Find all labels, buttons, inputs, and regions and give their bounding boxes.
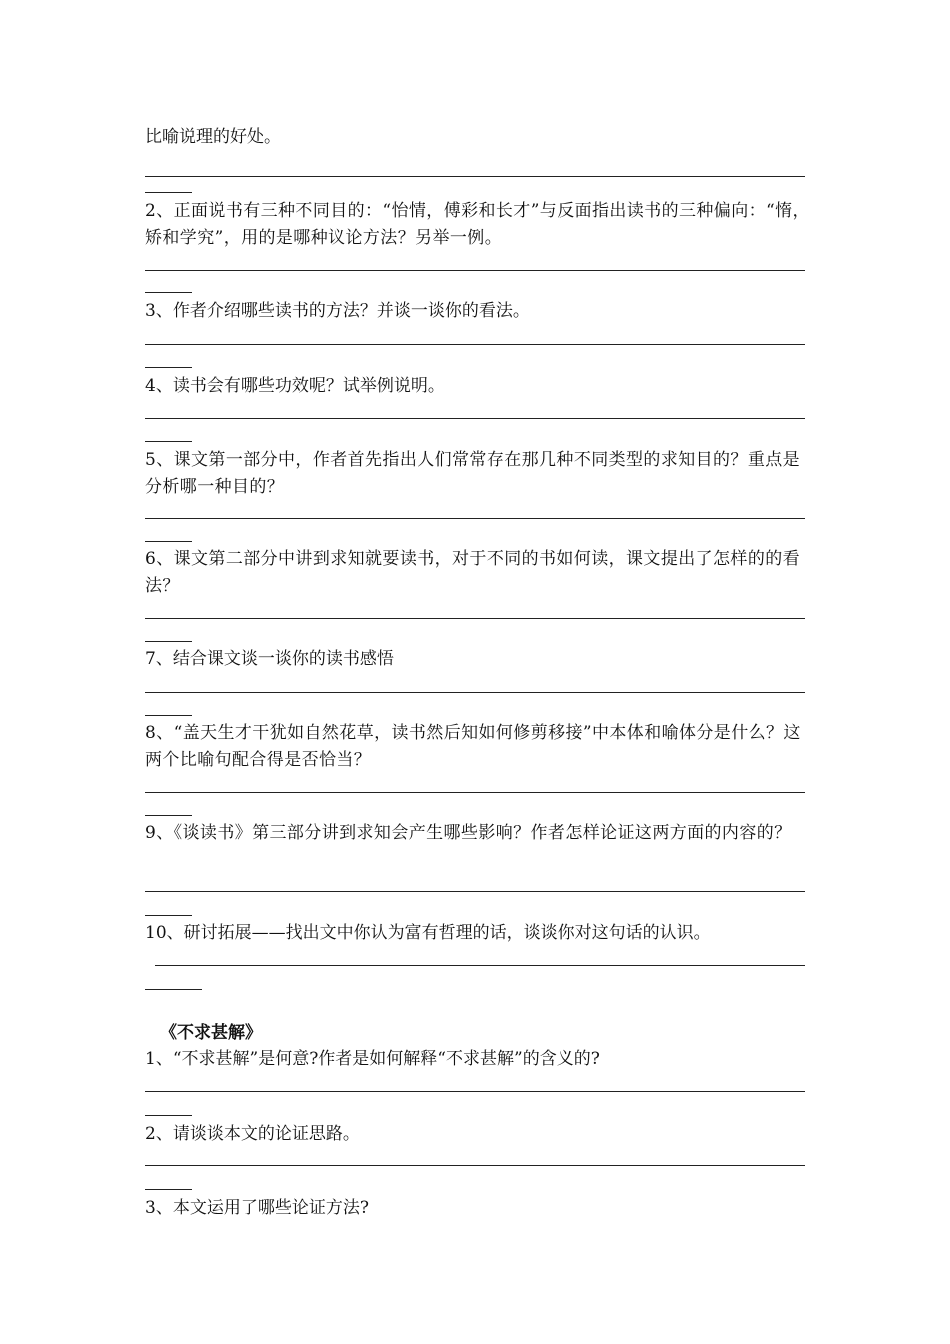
answer-line-end [145,1189,192,1190]
section2-question-3: 3、本文运用了哪些论证方法? [145,1198,369,1218]
answer-line-end [145,1115,192,1116]
section2-question-2: 2、请谈谈本文的论证思路。 [145,1124,360,1144]
answer-line [145,418,805,419]
question-6: 6、课文第二部分中讲到求知就要读书，对于不同的书如何读，课文提出了怎样的的看法？ [145,549,801,596]
question-4: 4、读书会有哪些功效呢？试举例说明。 [145,376,445,396]
answer-line-end [145,715,192,716]
answer-line [145,518,805,519]
answer-line-end [145,641,192,642]
answer-line [145,344,805,345]
answer-line-end [145,292,192,293]
answer-line-end [145,815,192,816]
answer-line-end [145,192,192,193]
question-3: 3、作者介绍哪些读书的方法？并谈一谈你的看法。 [145,301,530,321]
answer-line [145,618,805,619]
question-7: 7、结合课文谈一谈你的读书感悟 [145,649,394,669]
answer-line [155,965,805,966]
section-title: 《不求甚解》 [160,1023,262,1043]
answer-line [145,692,805,693]
answer-line [145,270,805,271]
intro-text: 比喻说理的好处。 [145,127,281,147]
answer-line [145,792,805,793]
answer-line-end [145,441,192,442]
question-9: 9、《谈读书》第三部分讲到求知会产生哪些影响？作者怎样论证这两方面的内容的？ [145,823,792,843]
answer-line-end [145,989,202,990]
question-2: 2、正面说书有三种不同目的：“怡情，傅彩和长才”与反面指出读书的三种偏向：“惰，矫和学究”，用的是哪种议论方法？另举一例。 [145,201,810,248]
question-8: 8、“盖天生才干犹如自然花草，读书然后知如何修剪移接”中本体和喻体分是什么？这两个比喻句配合得是否恰当？ [145,723,801,770]
answer-line [145,891,805,892]
answer-line-end [145,541,192,542]
question-5: 5、课文第一部分中，作者首先指出人们常常存在那几种不同类型的求知目的？重点是分析哪一种目的？ [145,450,801,497]
answer-line [145,1165,805,1166]
answer-line-end [145,915,192,916]
answer-line [145,176,805,177]
answer-line [145,1091,805,1092]
question-10: 10、研讨拓展——找出文中你认为富有哲理的话，谈谈你对这句话的认识。 [145,923,711,943]
section2-question-1: 1、“不求甚解”是何意?作者是如何解释“不求甚解”的含义的? [145,1049,600,1069]
answer-line-end [145,367,192,368]
